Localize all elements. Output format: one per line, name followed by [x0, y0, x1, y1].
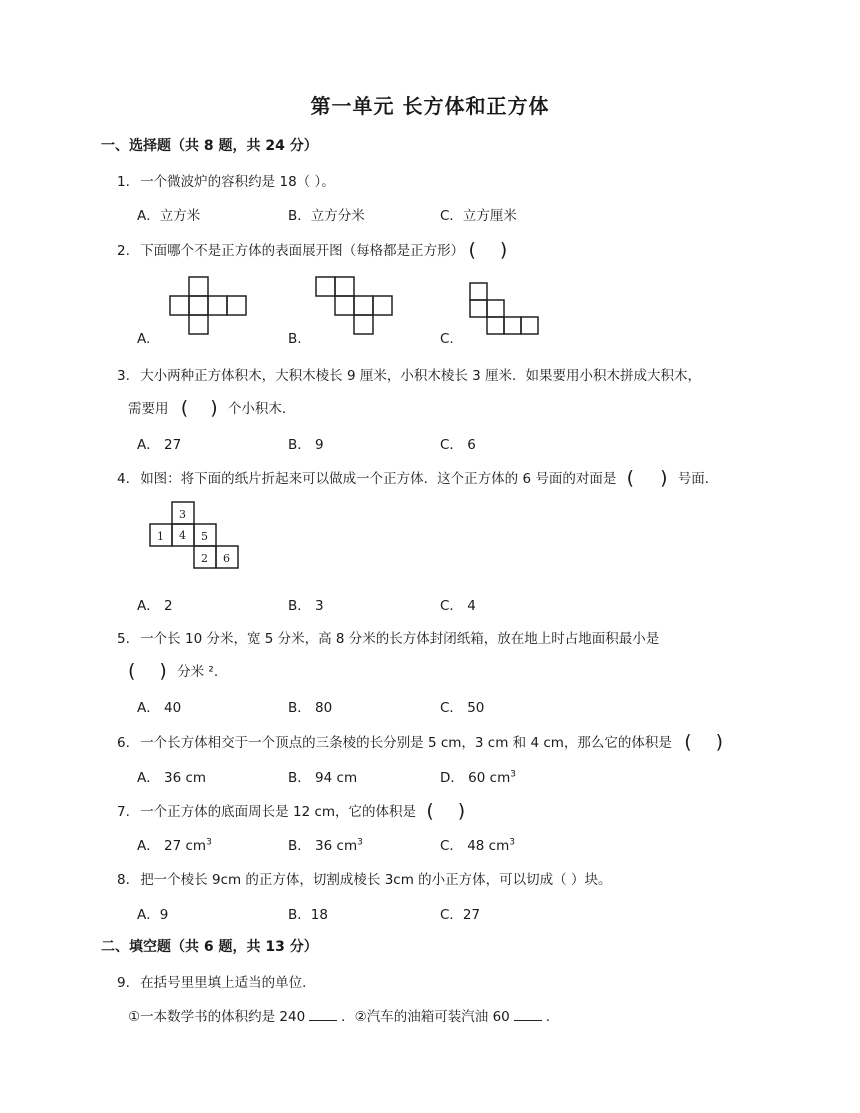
question-text: 把一个棱长 9cm 的正方体，切割成棱长 3cm 的小正方体，可以切成（ ）块。	[140, 872, 612, 888]
question-number: 1.	[117, 174, 130, 190]
question-number: 8.	[117, 872, 130, 888]
question-4	[117, 466, 718, 488]
answer-paren-close: )	[159, 660, 167, 682]
question-text: 一个微波炉的容积约是 18（ ）。	[140, 174, 335, 190]
section-heading-fill: 二、填空题（共 6 题，共 13 分）	[101, 939, 318, 955]
q4-option-c[interactable]: C． 4	[440, 598, 476, 614]
q7-option-a[interactable]: A． 27 $cm^3$	[137, 837, 212, 854]
question-number: 5.	[117, 631, 130, 647]
net-label: 1	[157, 530, 164, 543]
answer-paren-close: )	[457, 800, 466, 822]
q1-option-a[interactable]: A．立方米	[137, 208, 201, 224]
superscript: 3	[357, 837, 363, 848]
page-title: 第一单元 长方体和正方体	[310, 94, 550, 118]
q4-option-b[interactable]: B． 3	[288, 598, 324, 614]
answer-paren-open: (	[426, 800, 434, 822]
q3-option-c[interactable]: C． 6	[440, 437, 476, 453]
net-label: 3	[179, 508, 186, 521]
question-text: 个小积木．	[227, 401, 296, 417]
q5-option-c[interactable]: C． 50	[440, 700, 485, 716]
q8-option-a[interactable]: A．9	[137, 907, 169, 923]
q2-option-a[interactable]: A.	[137, 331, 151, 347]
q6-option-a[interactable]: A． 36 cm	[137, 770, 207, 786]
net-label: 4	[179, 529, 186, 542]
answer-paren-close: )	[499, 239, 508, 261]
q5-option-a[interactable]: A． 40	[137, 700, 182, 716]
question-number: 9.	[117, 975, 130, 991]
q6-option-d[interactable]: D． 60 $cm^3$	[440, 769, 516, 786]
net-figure-c	[462, 278, 552, 340]
question-number: 6.	[117, 735, 130, 751]
answer-paren-open: (	[468, 239, 476, 261]
answer-paren-open: (	[684, 731, 692, 753]
question-text: 一个长 10 分米，宽 5 分米，高 8 分米的长方体封闭纸箱，放在地上时占地面积最小是	[140, 631, 660, 647]
answer-paren-close: )	[210, 397, 218, 419]
q1-option-c[interactable]: C．立方厘米	[440, 208, 517, 224]
q4-option-a[interactable]: A． 2	[137, 598, 173, 614]
fill-blank-2[interactable]	[514, 1008, 542, 1021]
q3-option-a[interactable]: A． 27	[137, 437, 182, 453]
question-6	[117, 730, 723, 752]
net-figure-b	[310, 272, 410, 342]
net-figure-a	[160, 272, 260, 342]
numbered-cube-net	[145, 500, 245, 572]
answer-paren-close: )	[660, 467, 668, 489]
superscript: 3	[510, 769, 516, 780]
q8-option-b[interactable]: B．18	[288, 907, 328, 923]
question-1	[117, 170, 335, 190]
superscript: 3	[509, 837, 515, 848]
q1-option-b[interactable]: B．立方分米	[288, 208, 365, 224]
fill-blank-1[interactable]	[309, 1008, 337, 1021]
answer-paren-open: (	[128, 660, 136, 682]
superscript: 3	[206, 837, 212, 848]
question-text: 一个正方体的底面周长是 12 cm，它的体积是	[140, 804, 417, 820]
question-text: 一个长方体相交于一个顶点的三条棱的长分别是 5 cm，3 cm 和 4 cm，那么它的体积是	[140, 735, 672, 751]
question-text: ．②汽车的油箱可装汽油 60	[341, 1009, 510, 1025]
section-heading-choice: 一、选择题（共 8 题，共 24 分）	[101, 138, 318, 154]
question-5-line2	[128, 659, 218, 681]
net-label: 2	[201, 552, 208, 565]
question-text: 号面．	[677, 471, 719, 487]
q3-option-b[interactable]: B． 9	[288, 437, 324, 453]
q7-option-b[interactable]: B． 36 $cm^3$	[288, 837, 363, 854]
question-9	[117, 971, 316, 991]
net-label: 6	[223, 552, 230, 565]
question-number: 3.	[117, 368, 130, 384]
question-number: 4.	[117, 471, 130, 487]
question-9-parts: ①一本数学书的体积约是 240 ．②汽车的油箱可装汽油 60 .	[128, 1009, 551, 1025]
net-label: 5	[201, 530, 208, 543]
question-5	[117, 627, 659, 647]
question-3-line2	[128, 396, 295, 418]
q7-option-c[interactable]: C． 48 $cm^3$	[440, 837, 515, 854]
q2-option-c[interactable]: C.	[440, 331, 454, 347]
question-text: 分米 ².	[177, 664, 219, 680]
question-7	[117, 799, 465, 821]
q8-option-c[interactable]: C．27	[440, 907, 481, 923]
answer-paren-close: )	[715, 731, 724, 753]
question-text: ①一本数学书的体积约是 240	[128, 1009, 306, 1025]
question-text: 需要用	[128, 401, 169, 417]
question-text: 在括号里里填上适当的单位．	[140, 975, 316, 991]
question-text: 下面哪个不是正方体的表面展开图（每格都是正方形）	[140, 243, 465, 259]
question-8	[117, 868, 611, 888]
q6-option-b[interactable]: B． 94 cm	[288, 770, 358, 786]
q2-option-b[interactable]: B.	[288, 331, 302, 347]
answer-paren-open: (	[626, 467, 635, 489]
question-text: 大小两种正方体积木，大积木棱长 9 厘米，小积木棱长 3 厘米．如果要用小积木拼成大积木，	[140, 368, 702, 384]
question-number: 7.	[117, 804, 130, 820]
question-text: 如图：将下面的纸片折起来可以做成一个正方体．这个正方体的 6 号面的对面是	[140, 471, 617, 487]
q5-option-b[interactable]: B． 80	[288, 700, 333, 716]
answer-paren-open: (	[180, 397, 189, 419]
question-3	[117, 364, 701, 384]
question-2	[117, 238, 507, 260]
question-number: 2.	[117, 243, 130, 259]
